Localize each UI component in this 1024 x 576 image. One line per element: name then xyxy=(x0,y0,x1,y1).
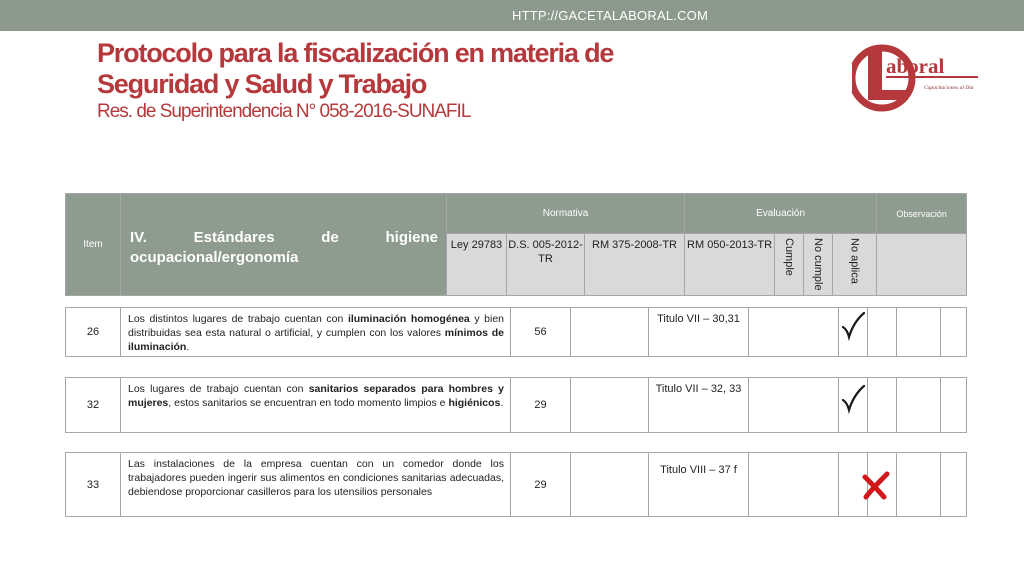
col-item-header: Item xyxy=(66,194,121,296)
cumple-label: Cumple xyxy=(783,238,796,276)
ds-subheader: D.S. 005-2012-TR xyxy=(507,234,585,296)
row-item-number: 32 xyxy=(66,378,121,433)
cross-mark-icon xyxy=(859,469,893,503)
title-line-2: Seguridad y Salud y Trabajo xyxy=(97,69,427,99)
evaluacion-header: Evaluación xyxy=(685,194,877,234)
row-description: Las instalaciones de la empresa cuentan con un comedor donde los trabajadores pueden ingerir sus alimentos en condiciones sanitarias adecuadas, debiendose proporcionar casilleros para los utensilios personales xyxy=(121,453,511,517)
row-no-aplica-cell[interactable] xyxy=(897,378,941,433)
cumple-subheader xyxy=(775,234,804,296)
table-row xyxy=(65,377,967,433)
section-header-line-2: ocupacional/ergonomía xyxy=(130,248,299,266)
row-ley: 29 xyxy=(511,378,571,433)
row-rm375: Titulo VII – 30,31 xyxy=(649,308,749,357)
table-row xyxy=(65,307,967,357)
rm050-subheader: RM 050-2013-TR xyxy=(685,234,775,296)
row-cumple-cell[interactable] xyxy=(839,308,868,357)
row-rm050 xyxy=(749,453,839,517)
row-rm050 xyxy=(749,308,839,357)
row-ley: 29 xyxy=(511,453,571,517)
table-row xyxy=(65,452,967,517)
header-table xyxy=(65,193,967,296)
no-cumple-subheader xyxy=(804,234,833,296)
row-observacion xyxy=(941,378,967,433)
row-ds xyxy=(571,308,649,357)
row-ley: 56 xyxy=(511,308,571,357)
logo-text: aboral xyxy=(886,54,945,78)
row-description: Los distintos lugares de trabajo cuentan con iluminación homogénea y bien distribuidas sea esta natural o artificial, y cumplen con los valores mínimos de iluminación. xyxy=(121,308,511,357)
row-observacion xyxy=(941,453,967,517)
row-no-cumple-cell[interactable] xyxy=(868,308,897,357)
no-aplica-label: No aplica xyxy=(848,238,861,284)
row-rm375: Titulo VII – 32, 33 xyxy=(649,378,749,433)
row-no-aplica-cell[interactable] xyxy=(897,308,941,357)
title-line-1: Protocolo para la fiscalización en materia de xyxy=(97,38,614,68)
row-rm375: Titulo VIII – 37 f xyxy=(649,453,749,517)
normativa-header: Normativa xyxy=(447,194,685,234)
row-item-number: 33 xyxy=(66,453,121,517)
title-subtitle: Res. de Superintendencia N° 058-2016-SUNAFIL xyxy=(97,101,471,122)
logo-tagline: Capacitaciones al Día xyxy=(924,85,974,91)
no-cumple-label: No cumple xyxy=(812,238,825,291)
section-header-line-1: IV. Estándares de higiene xyxy=(130,228,438,246)
row-rm050 xyxy=(749,378,839,433)
checkmark-icon xyxy=(840,311,866,341)
row-item-number: 26 xyxy=(66,308,121,357)
row-cumple-cell[interactable] xyxy=(839,378,868,433)
rm375-subheader: RM 375-2008-TR xyxy=(585,234,685,296)
row-observacion xyxy=(941,308,967,357)
row-no-cumple-cell[interactable] xyxy=(868,378,897,433)
ley-subheader: Ley 29783 xyxy=(447,234,507,296)
row-no-cumple-cell[interactable] xyxy=(868,453,897,517)
row-ds xyxy=(571,453,649,517)
row-ds xyxy=(571,378,649,433)
row-description: Los lugares de trabajo cuentan con sanitarios separados para hombres y mujeres, estos sanitarios se encuentran en todo momento limpios e higiénicos. xyxy=(121,378,511,433)
observacion-subheader xyxy=(877,234,967,296)
slide-title xyxy=(97,38,737,124)
checkmark-icon xyxy=(840,384,866,414)
laboral-logo xyxy=(846,44,986,114)
no-aplica-subheader xyxy=(833,234,877,296)
site-url[interactable]: HTTP://GACETALABORAL.COM xyxy=(512,8,708,23)
section-header xyxy=(121,194,447,296)
top-bar xyxy=(0,0,1024,31)
row-no-aplica-cell[interactable] xyxy=(897,453,941,517)
observacion-header: Observación xyxy=(877,194,967,234)
